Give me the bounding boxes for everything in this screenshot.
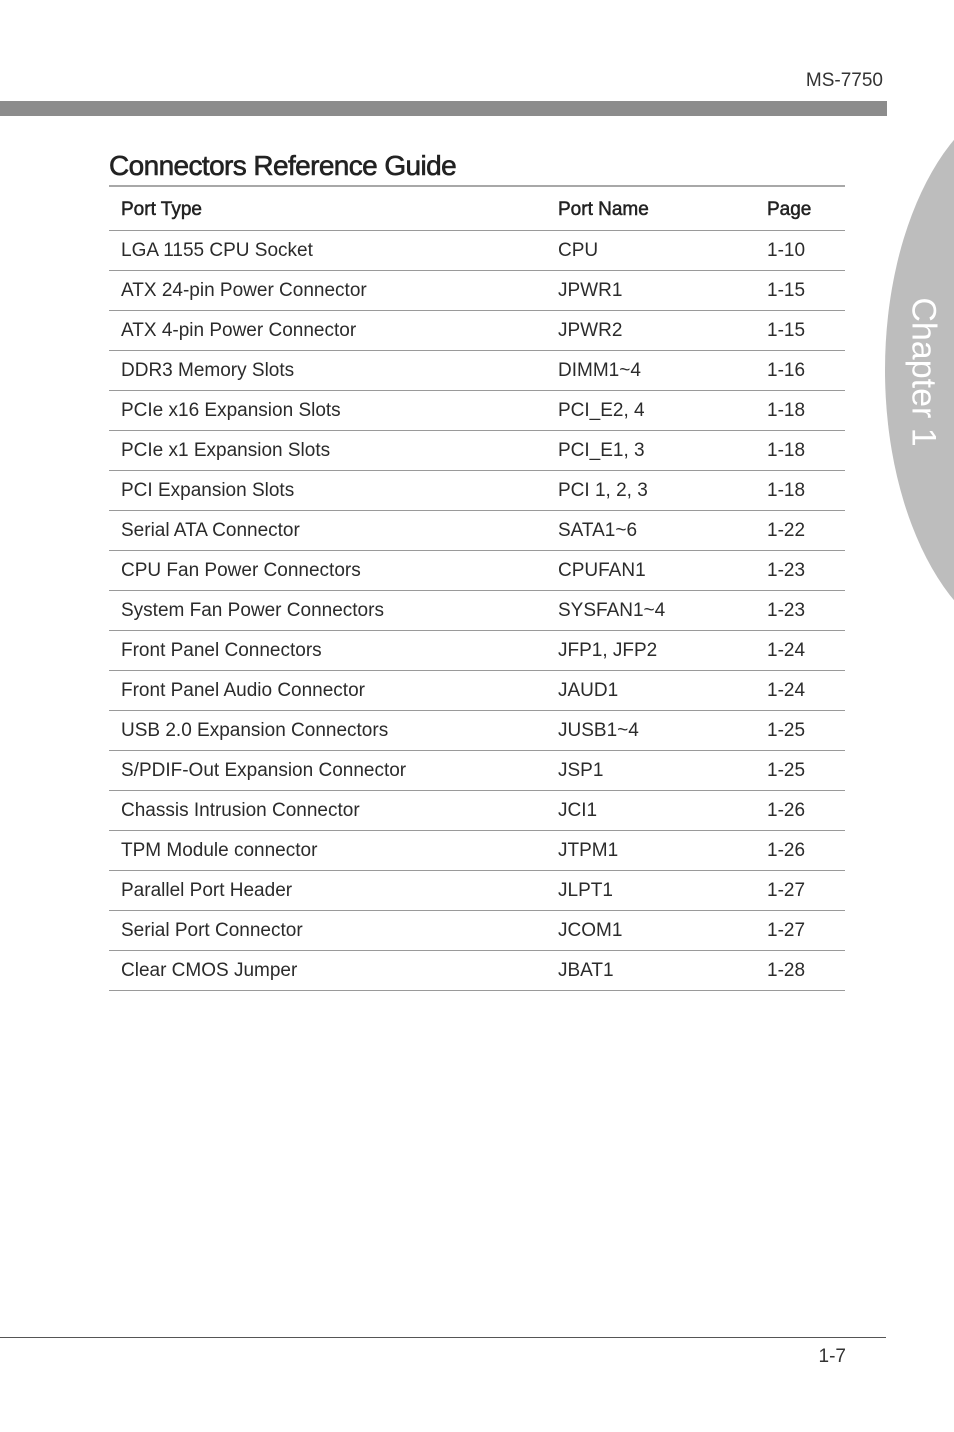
port-type-cell: Serial ATA Connector — [109, 511, 558, 551]
table-row — [109, 351, 845, 391]
port-name-cell: JLPT1 — [558, 871, 767, 911]
port-type-cell: Chassis Intrusion Connector — [109, 791, 558, 831]
port-type-cell: ATX 4-pin Power Connector — [109, 311, 558, 351]
table-row — [109, 791, 845, 831]
port-type-cell: PCI Expansion Slots — [109, 471, 558, 511]
port-type-cell: S/PDIF-Out Expansion Connector — [109, 751, 558, 791]
chapter-label: Chapter 1 — [904, 297, 943, 447]
table-row — [109, 951, 845, 991]
table-row — [109, 511, 845, 551]
port-type-cell: Front Panel Connectors — [109, 631, 558, 671]
table-row — [109, 311, 845, 351]
port-type-cell: Clear CMOS Jumper — [109, 951, 558, 991]
port-name-cell: PCI_E1, 3 — [558, 431, 767, 471]
table-row — [109, 911, 845, 951]
port-type-cell: PCIe x16 Expansion Slots — [109, 391, 558, 431]
table-row — [109, 551, 845, 591]
port-name-cell: PCI_E2, 4 — [558, 391, 767, 431]
page-cell: 1-24 — [767, 631, 845, 671]
page-cell: 1-16 — [767, 351, 845, 391]
port-name-cell: JSP1 — [558, 751, 767, 791]
table-body — [109, 231, 845, 991]
port-name-cell: SATA1~6 — [558, 511, 767, 551]
port-type-cell: Serial Port Connector — [109, 911, 558, 951]
page-cell: 1-27 — [767, 911, 845, 951]
table-row — [109, 711, 845, 751]
port-type-cell: System Fan Power Connectors — [109, 591, 558, 631]
port-name-cell: JCI1 — [558, 791, 767, 831]
title-divider — [109, 185, 845, 187]
table-row — [109, 871, 845, 911]
page-cell: 1-23 — [767, 551, 845, 591]
port-name-cell: DIMM1~4 — [558, 351, 767, 391]
table-row — [109, 671, 845, 711]
column-header-port-type: Port Type — [109, 190, 558, 231]
port-type-cell: ATX 24-pin Power Connector — [109, 271, 558, 311]
connectors-table — [109, 190, 845, 991]
page-number: 1-7 — [818, 1346, 846, 1367]
page-cell: 1-10 — [767, 231, 845, 271]
header-bar — [0, 101, 887, 116]
page-cell: 1-26 — [767, 791, 845, 831]
port-type-cell: PCIe x1 Expansion Slots — [109, 431, 558, 471]
port-name-cell: JUSB1~4 — [558, 711, 767, 751]
page-cell: 1-26 — [767, 831, 845, 871]
page-title: Connectors Reference Guide — [109, 150, 457, 181]
table-row — [109, 391, 845, 431]
table-row — [109, 591, 845, 631]
port-type-cell: LGA 1155 CPU Socket — [109, 231, 558, 271]
port-name-cell: CPUFAN1 — [558, 551, 767, 591]
page-cell: 1-18 — [767, 471, 845, 511]
port-type-cell: USB 2.0 Expansion Connectors — [109, 711, 558, 751]
column-header-page: Page — [767, 190, 845, 231]
port-type-cell: Front Panel Audio Connector — [109, 671, 558, 711]
page-cell: 1-25 — [767, 711, 845, 751]
port-name-cell: JBAT1 — [558, 951, 767, 991]
page-cell: 1-18 — [767, 391, 845, 431]
table-row — [109, 431, 845, 471]
column-header-port-name: Port Name — [558, 190, 767, 231]
page-cell: 1-25 — [767, 751, 845, 791]
table-row — [109, 751, 845, 791]
port-name-cell: JFP1, JFP2 — [558, 631, 767, 671]
page-cell: 1-28 — [767, 951, 845, 991]
page-cell: 1-15 — [767, 311, 845, 351]
port-name-cell: JPWR1 — [558, 271, 767, 311]
port-type-cell: Parallel Port Header — [109, 871, 558, 911]
page-cell: 1-24 — [767, 671, 845, 711]
table-row — [109, 471, 845, 511]
port-name-cell: PCI 1, 2, 3 — [558, 471, 767, 511]
port-name-cell: JTPM1 — [558, 831, 767, 871]
port-type-cell: DDR3 Memory Slots — [109, 351, 558, 391]
port-name-cell: JCOM1 — [558, 911, 767, 951]
port-name-cell: JAUD1 — [558, 671, 767, 711]
model-number: MS-7750 — [805, 70, 883, 91]
footer-divider — [0, 1337, 886, 1338]
table-row — [109, 271, 845, 311]
page-cell: 1-18 — [767, 431, 845, 471]
page-cell: 1-23 — [767, 591, 845, 631]
page-cell: 1-27 — [767, 871, 845, 911]
table-row — [109, 831, 845, 871]
port-name-cell: CPU — [558, 231, 767, 271]
table-row — [109, 631, 845, 671]
port-name-cell: JPWR2 — [558, 311, 767, 351]
page-cell: 1-22 — [767, 511, 845, 551]
port-type-cell: CPU Fan Power Connectors — [109, 551, 558, 591]
port-name-cell: SYSFAN1~4 — [558, 591, 767, 631]
table-header-row — [109, 190, 845, 231]
page-cell: 1-15 — [767, 271, 845, 311]
port-type-cell: TPM Module connector — [109, 831, 558, 871]
table-row — [109, 231, 845, 271]
